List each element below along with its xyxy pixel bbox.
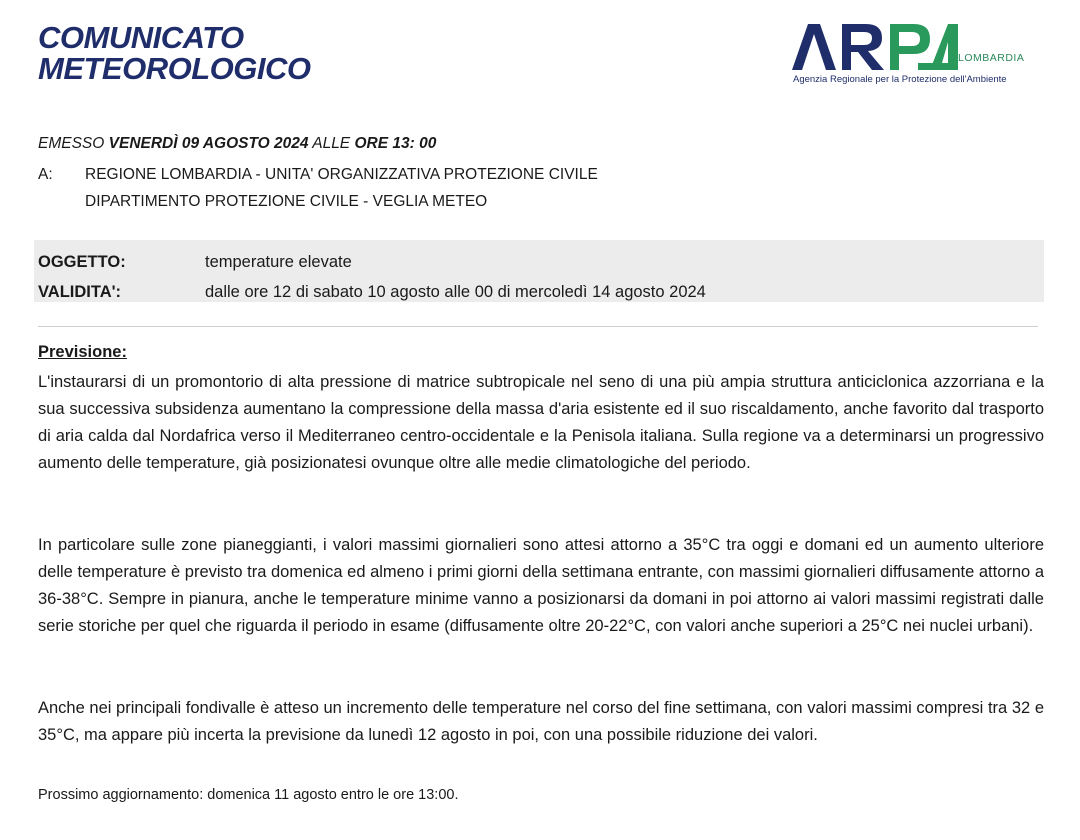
title-line-2: METEOROLOGICO [38,51,311,86]
forecast-paragraph-1: L'instaurarsi di un promontorio di alta pressione di matrice subtropicale nel seno di una più ampia struttura anticiclonica azzorriana e la sua successiva subsidenza aumentano la compressione della massa d'aria esistente ed il suo riscaldamento, anche favorito dal trasporto di aria calda dal Nordafrica verso il Mediterraneo centro-occidentale e la Penisola italiana. Sulla regione va a determinarsi un progressivo aumento delle temperature, già posizionatesi ovunque oltre alle medie climatologiche del periodo. [38,373,1044,472]
validita-value: dalle ore 12 di sabato 10 agosto alle 00 di mercoledì 14 agosto 2024 [205,283,706,301]
issued-day: VENERDÌ 09 AGOSTO 2024 [108,135,309,152]
oggetto-value: temperature elevate [205,253,352,271]
logo-region-text: LOMBARDIA [958,52,1025,64]
issued-time: ORE 13: 00 [354,135,437,152]
document-title [38,22,311,84]
issued-line [38,135,436,153]
recipient-line-2: DIPARTIMENTO PROTEZIONE CIVILE - VEGLIA METEO [85,193,488,210]
section-divider [38,326,1038,327]
arpa-logo-mark-icon [790,18,1030,78]
issued-middle: ALLE [308,135,355,152]
oggetto-label: OGGETTO: [38,253,126,271]
recipient-line-1: REGIONE LOMBARDIA - UNITA' ORGANIZZATIVA PROTEZIONE CIVILE [85,166,598,183]
title-line-1: COMUNICATO [38,20,244,55]
recipients-label: A: [38,166,53,183]
forecast-paragraph-3: Anche nei principali fondivalle è atteso un incremento delle temperature nel corso del fine settimana, con valori massimi compresi tra 32 e 35°C, ma appare più incerta la previsione da lunedì 12 agosto in poi, con una possibile riduzione dei valori. [38,699,1044,744]
validita-label: VALIDITA': [38,283,122,301]
issued-prefix: EMESSO [38,135,109,152]
next-update-note: Prossimo aggiornamento: domenica 11 agosto entro le ore 13:00. [38,787,459,803]
forecast-heading: Previsione: [38,343,127,361]
forecast-paragraph-2: In particolare sulle zone pianeggianti, i valori massimi giornalieri sono attesi attorno a 35°C tra oggi e domani ed un aumento ulteriore delle temperature è previsto tra domenica ed almeno i primi giorni della settimana entrante, con massimi giornalieri diffusamente attorno a 36-38°C. Sempre in pianura, anche le temperature minime vanno a posizionarsi da domani in poi attorno ai valori massimi registrati dalle serie storiche per quel che riguarda il periodo in esame (diffusamente oltre 20-22°C, con valori anche superiori a 25°C nei nuclei urbani). [38,536,1044,635]
logo-subtitle: Agenzia Regionale per la Protezione dell'Ambiente [793,74,1007,85]
